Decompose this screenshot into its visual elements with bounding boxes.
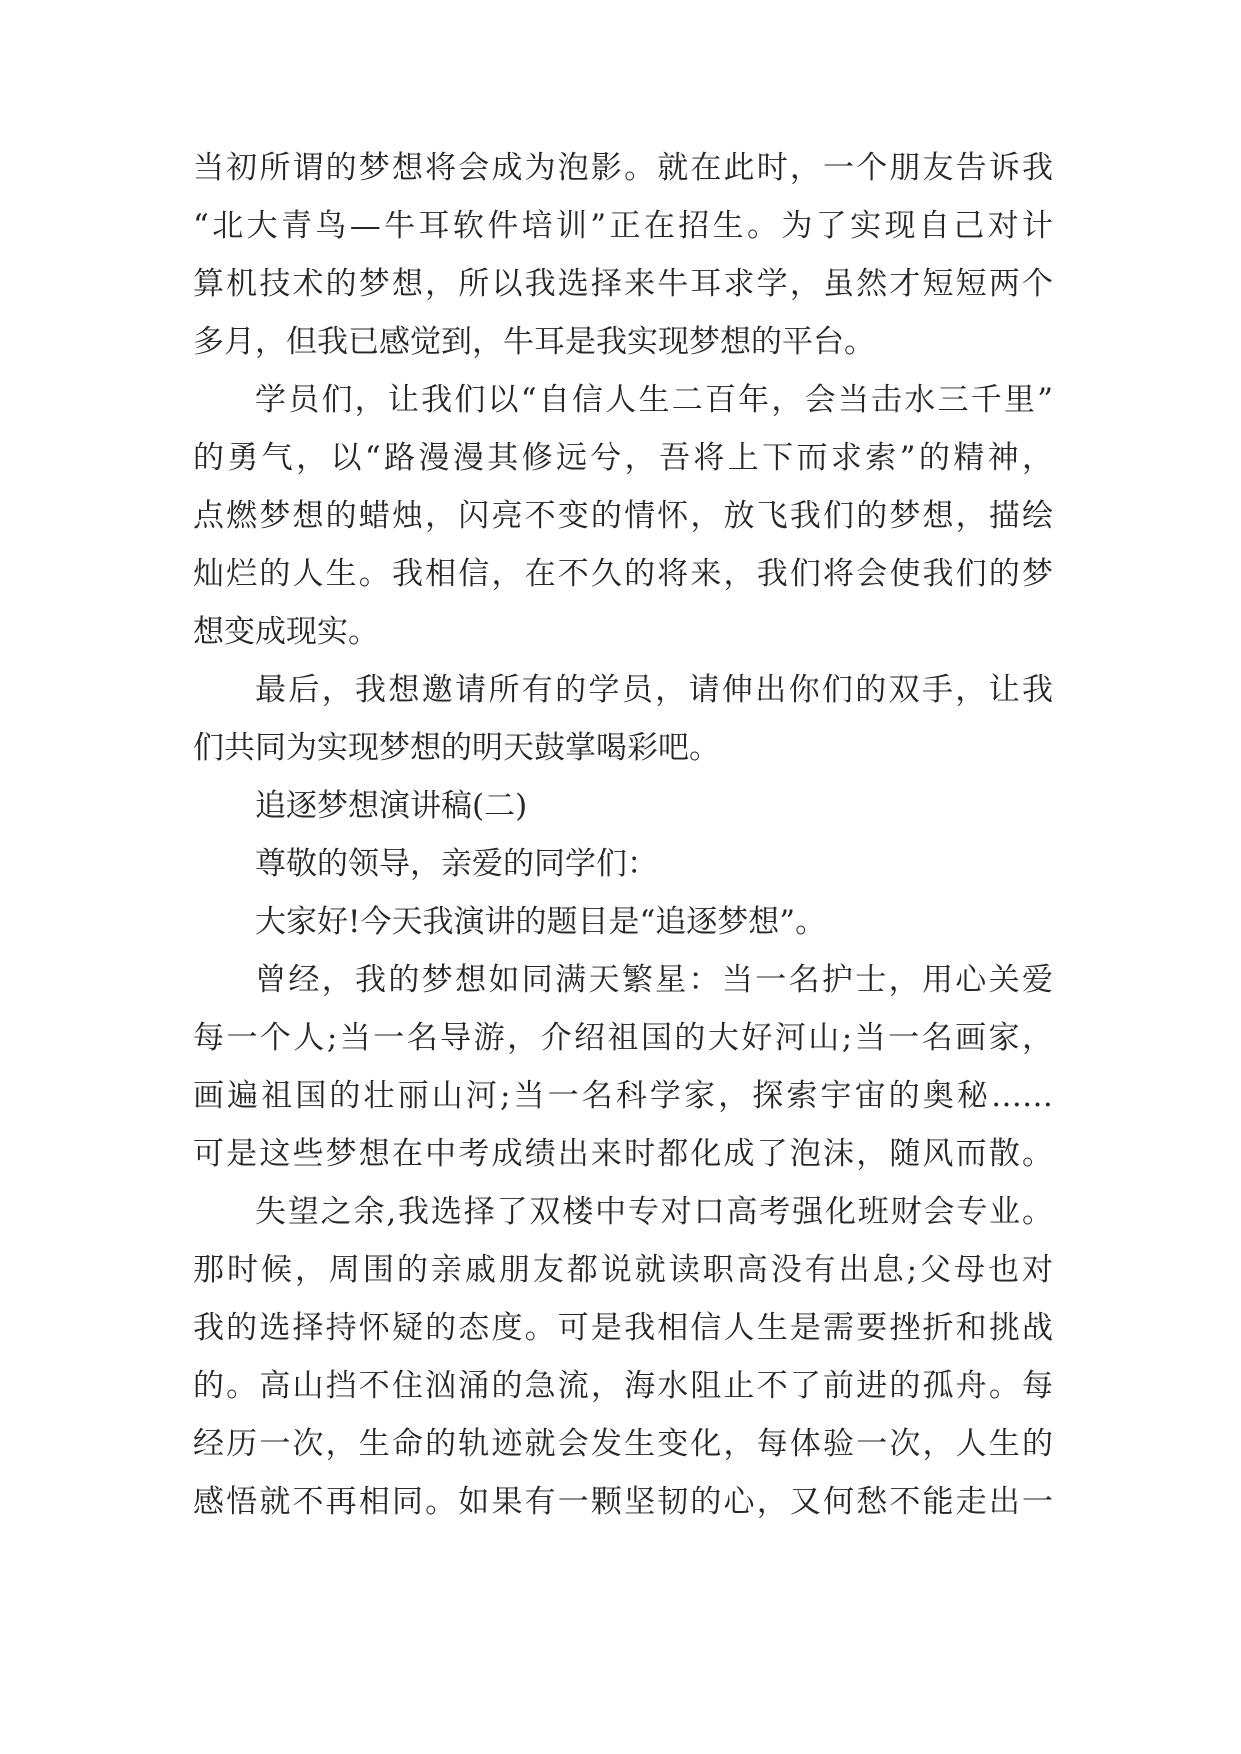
text-line: 经历一次，生命的轨迹就会发生变化，每体验一次，人生的 [193,1426,1053,1462]
text-line: 点燃梦想的蜡烛，闪亮不变的情怀，放飞我们的梦想，描绘 [193,498,1053,534]
section-heading: 追逐梦想演讲稿(二) [255,788,528,824]
text-line: 可是这些梦想在中考成绩出来时都化成了泡沫，随风而散。 [193,1136,1053,1172]
text-line: 曾经，我的梦想如同满天繁星：当一名护士，用心关爱 [255,962,1053,998]
text-line: 画遍祖国的壮丽山河;当一名科学家，探索宇宙的奥秘…… [193,1078,1053,1114]
text-line: 的。高山挡不住汹涌的急流，海水阻止不了前进的孤舟。每 [193,1368,1053,1404]
text-line: 们共同为实现梦想的明天鼓掌喝彩吧。 [193,730,720,766]
text-line: “北大青鸟—牛耳软件培训”正在招生。为了实现自己对计 [193,208,1053,244]
text-line: 感悟就不再相同。如果有一颗坚韧的心，又何愁不能走出一 [193,1484,1053,1520]
text-line: 想变成现实。 [193,614,379,650]
text-line: 学员们，让我们以“自信人生二百年，会当击水三千里” [255,382,1053,418]
text-line: 灿烂的人生。我相信，在不久的将来，我们将会使我们的梦 [193,556,1053,592]
text-line: 大家好!今天我演讲的题目是“追逐梦想”。 [255,904,827,940]
text-line: 那时候，周围的亲戚朋友都说就读职高没有出息;父母也对 [193,1252,1053,1288]
text-line: 失望之余,我选择了双楼中专对口高考强化班财会专业。 [255,1194,1053,1230]
text-line: 多月，但我已感觉到，牛耳是我实现梦想的平台。 [193,324,875,360]
salutation: 尊敬的领导，亲爱的同学们： [255,846,658,882]
text-line: 算机技术的梦想，所以我选择来牛耳求学，虽然才短短两个 [193,266,1053,302]
text-line: 当初所谓的梦想将会成为泡影。就在此时，一个朋友告诉我 [193,150,1053,186]
text-line: 每一个人;当一名导游，介绍祖国的大好河山;当一名画家， [193,1020,1053,1056]
text-line: 最后，我想邀请所有的学员，请伸出你们的双手，让我 [255,672,1053,708]
text-line: 的勇气，以“路漫漫其修远兮，吾将上下而求索”的精神， [193,440,1053,476]
text-line: 我的选择持怀疑的态度。可是我相信人生是需要挫折和挑战 [193,1310,1053,1346]
